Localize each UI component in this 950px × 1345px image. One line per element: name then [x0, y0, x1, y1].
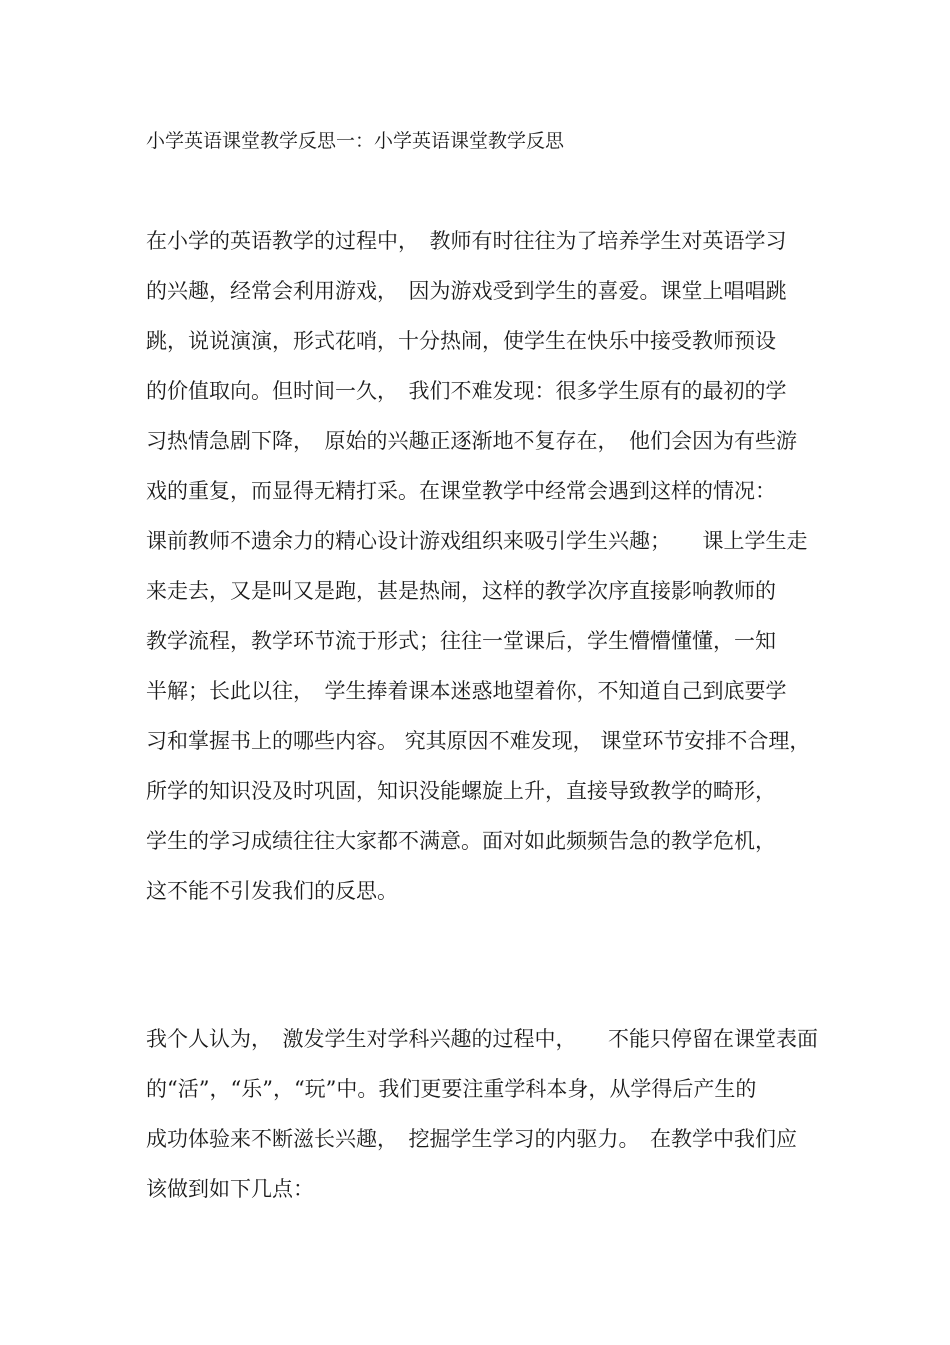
paragraph-line: 戏的重复，而显得无精打采。在课堂教学中经常会遇到这样的情况： [146, 479, 776, 503]
paragraph-2 [146, 1026, 826, 1226]
paragraph-line: 跳，说说演演，形式花哨，十分热闹，使学生在快乐中接受教师预设 [146, 329, 776, 353]
paragraph-line: 成功体验来不断滋长兴趣， 挖掘学生学习的内驱力。 在教学中我们应 [146, 1127, 797, 1151]
paragraph-line: 习和掌握书上的哪些内容。 究其原因不难发现， 课堂环节安排不合理， [146, 729, 811, 753]
paragraph-line: 的“活”，“乐”，“玩”中。我们更要注重学科本身，从学得后产生的 [146, 1077, 757, 1101]
paragraph-line: 在小学的英语教学的过程中， 教师有时往往为了培养学生对英语学习 [146, 229, 787, 253]
paragraph-line: 课前教师不遗余力的精心设计游戏组织来吸引学生兴趣； 课上学生走 [146, 529, 808, 553]
paragraph-line: 习热情急剧下降， 原始的兴趣正逐渐地不复存在， 他们会因为有些游 [146, 429, 797, 453]
paragraph-line: 我个人认为， 激发学生对学科兴趣的过程中， 不能只停留在课堂表面 [146, 1027, 818, 1051]
paragraph-line: 半解；长此以往， 学生捧着课本迷惑地望着你，不知道自己到底要学 [146, 679, 787, 703]
paragraph-line: 学生的学习成绩往往大家都不满意。面对如此频频告急的教学危机， [146, 829, 776, 853]
paragraph-line: 所学的知识没及时巩固，知识没能螺旋上升，直接导致教学的畸形， [146, 779, 776, 803]
paragraph-1 [146, 228, 826, 928]
paragraph-line: 教学流程，教学环节流于形式；往往一堂课后，学生懵懵懂懂，一知 [146, 629, 776, 653]
paragraph-line: 的兴趣，经常会利用游戏， 因为游戏受到学生的喜爱。课堂上唱唱跳 [146, 279, 787, 303]
paragraph-line: 该做到如下几点： [146, 1177, 314, 1201]
paragraph-line: 的价值取向。但时间一久， 我们不难发现：很多学生原有的最初的学 [146, 379, 787, 403]
paragraph-line: 来走去，又是叫又是跑，甚是热闹，这样的教学次序直接影响教师的 [146, 579, 776, 603]
paragraph-line: 这不能不引发我们的反思。 [146, 879, 398, 903]
document-title: 小学英语课堂教学反思一：小学英语课堂教学反思 [146, 130, 565, 152]
